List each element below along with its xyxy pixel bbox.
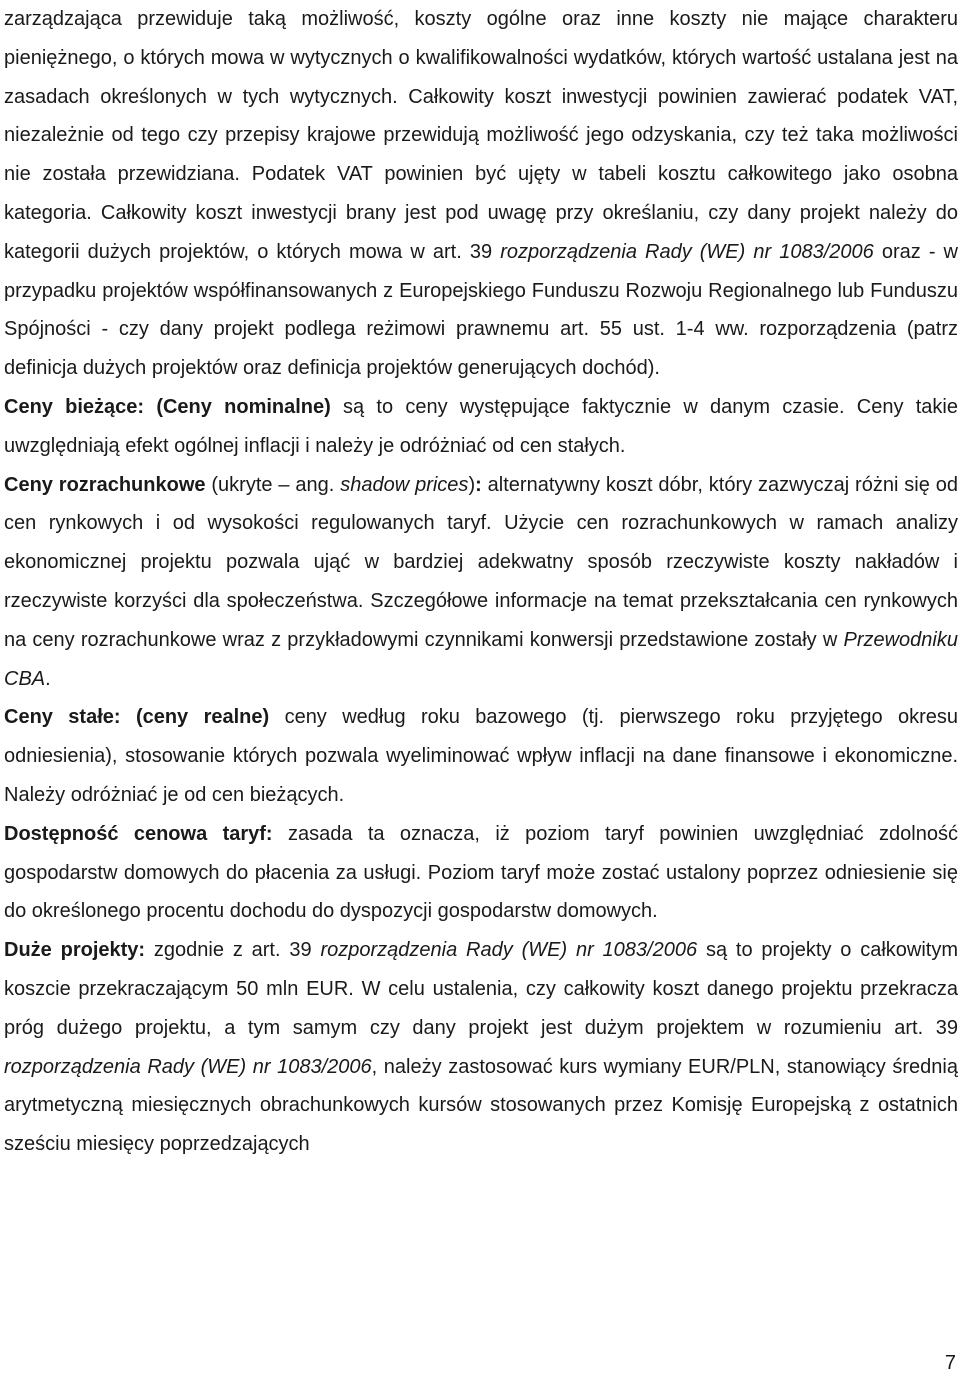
bold-term: Duże projekty: [4,939,146,962]
bold-term: Ceny bieżące: (Ceny nominalne) [4,395,331,418]
paragraph-constant-prices [4,698,958,814]
paragraph-current-prices [4,388,958,466]
text-run: zarządzająca przewiduje taką możliwość, koszty ogólne oraz inne koszty nie mające charakteru pieniężnego, o których mowa w wytycznych o kwalifikowalności wydatków, których wartość ustalana jest na zasadach określonych w tych wytycznych. Całkowity koszt inwestycji powinien zawierać podatek VAT, niezależnie od tego czy przepisy krajowe przewidują możliwość jego odzyskania, czy też taka możliwości nie została przewidziana. Podatek VAT powinien być ujęty w tabeli kosztu całkowitego jako osobna kategoria. Całkowity koszt inwestycji brany jest pod uwagę przy określaniu, czy dany projekt należy do kategorii dużych projektów, o których mowa w art. 39 [4,8,958,263]
text-run: zasada ta oznacza, iż poziom taryf powinien uwzględniać zdolność gospodarstw domowych do płacenia za usługi. Poziom taryf może zostać ustalony poprzez odniesienie się do określonego procentu dochodu do dyspozycji gospodarstw domowych. [4,822,958,923]
page-number: 7 [944,1352,956,1374]
bold-term: Dostępność cenowa taryf: [4,822,273,845]
paragraph-shadow-prices [4,466,958,699]
text-run: , należy zastosować kurs wymiany EUR/PLN, stanowiący średnią arytmetyczną miesięcznych obrachunkowych kursów stosowanych przez Komisję Europejską z ostatnich sześciu miesięcy poprzedzających [4,1055,958,1156]
italic-reference: rozporządzenia Rady (WE) nr 1083/2006 [4,1055,372,1078]
text-run: ceny według roku bazowego (tj. pierwszego roku przyjętego okresu odniesienia), stosowanie których pozwala wyeliminować wpływ inflacji na dane finansowe i ekonomiczne. Należy odróżniać je od cen bieżących. [4,706,959,806]
bold-term: Ceny stałe: (ceny realne) [4,706,270,729]
text-run: zgodnie z art. 39 [145,939,321,962]
text-run: (ukryte – ang. [205,473,341,496]
italic-reference: shadow prices [340,473,469,496]
italic-reference: Przewodniku CBA [4,628,958,690]
bold-term: Ceny rozrachunkowe [4,473,206,496]
text-run: alternatywny koszt dóbr, który zazwyczaj różni się od cen rynkowych i od wysokości regulowanych taryf. Użycie cen rozrachunkowych w ramach analizy ekonomicznej projektu pozwala ująć w bardziej adekwatny sposób rzeczywiste koszty nakładów i rzeczywiste korzyści dla społeczeństwa. Szczegółowe informacje na temat przekształcania cen rynkowych na ceny rozrachunkowe wraz z przykładowymi czynnikami konwersji przedstawione zostały w [4,473,958,651]
italic-reference: rozporządzenia Rady (WE) nr 1083/2006 [500,240,874,263]
italic-reference: rozporządzenia Rady (WE) nr 1083/2006 [320,939,698,962]
text-run: . [45,667,51,690]
paragraph-major-projects [4,931,958,1164]
text-run: ) [468,473,476,496]
document-page [4,0,958,1164]
bold-term: : [475,473,482,496]
document-body [4,0,958,1164]
paragraph-tariff-affordability [4,815,958,931]
paragraph-total-cost [4,0,958,388]
text-run: są to projekty o całkowitym koszcie przekraczającym 50 mln EUR. W celu ustalenia, czy całkowity koszt danego projektu przekracza próg dużego projektu, a tym samym czy dany projekt jest dużym projektem w rozumieniu art. 39 [4,939,959,1039]
text-run: są to ceny występujące faktycznie w danym czasie. Ceny takie uwzględniają efekt ogólnej inflacji i należy je odróżniać od cen stałych. [4,395,958,457]
text-run: oraz - w przypadku projektów współfinansowanych z Europejskiego Funduszu Rozwoju Regionalnego lub Funduszu Spójności - czy dany projekt podlega reżimowi prawnemu art. 55 ust. 1-4 ww. rozporządzenia (patrz definicja dużych projektów oraz definicja projektów generujących dochód). [4,240,959,380]
